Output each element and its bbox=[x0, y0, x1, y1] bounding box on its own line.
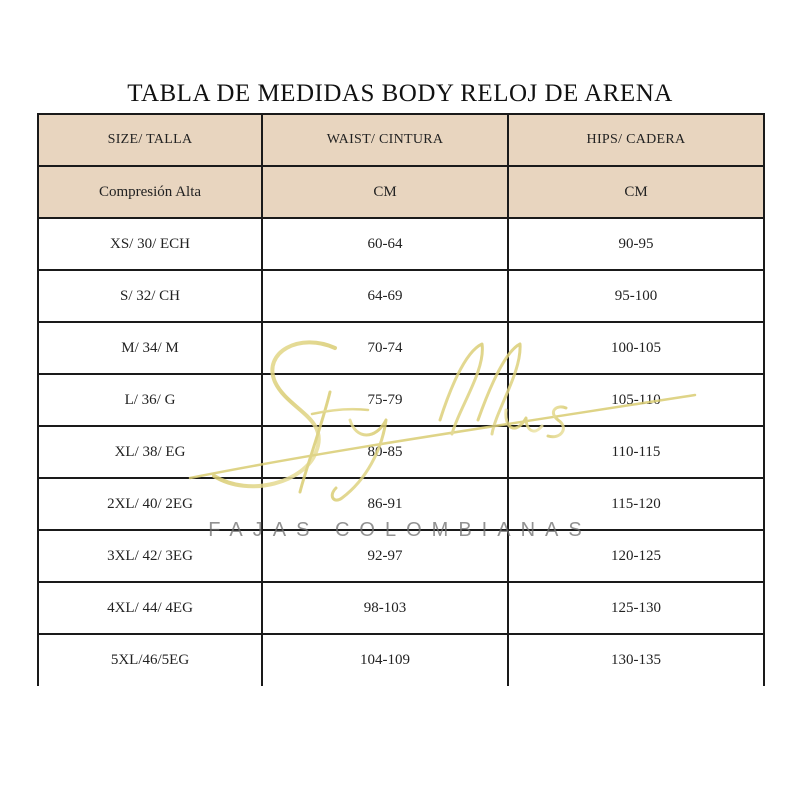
cell-waist: 92-97 bbox=[262, 530, 508, 582]
cell-hips: 110-115 bbox=[508, 426, 764, 478]
table-row bbox=[38, 322, 764, 374]
cell-waist: 75-79 bbox=[262, 374, 508, 426]
table-row bbox=[38, 634, 764, 686]
cell-size: 2XL/ 40/ 2EG bbox=[38, 478, 262, 530]
table-row bbox=[38, 374, 764, 426]
cell-waist: 70-74 bbox=[262, 322, 508, 374]
table-row bbox=[38, 426, 764, 478]
cell-hips: 120-125 bbox=[508, 530, 764, 582]
cell-waist: 98-103 bbox=[262, 582, 508, 634]
cell-size: M/ 34/ M bbox=[38, 322, 262, 374]
cell-waist: 80-85 bbox=[262, 426, 508, 478]
cell-hips: 95-100 bbox=[508, 270, 764, 322]
size-chart-table bbox=[37, 113, 765, 686]
header-hips: HIPS/ CADERA bbox=[508, 114, 764, 166]
watermark-tagline: FAJAS COLOMBIANAS bbox=[208, 519, 592, 541]
cell-waist: 86-91 bbox=[262, 478, 508, 530]
cell-hips: 125-130 bbox=[508, 582, 764, 634]
table-row bbox=[38, 582, 764, 634]
page-title: TABLA DE MEDIDAS BODY RELOJ DE ARENA bbox=[127, 80, 673, 107]
cell-size: S/ 32/ CH bbox=[38, 270, 262, 322]
cell-size: XL/ 38/ EG bbox=[38, 426, 262, 478]
subheader-hips-unit: CM bbox=[508, 166, 764, 218]
table-row bbox=[38, 478, 764, 530]
cell-hips: 115-120 bbox=[508, 478, 764, 530]
subheader-compression: Compresión Alta bbox=[38, 166, 262, 218]
header-size: SIZE/ TALLA bbox=[38, 114, 262, 166]
cell-hips: 130-135 bbox=[508, 634, 764, 686]
cell-waist: 64-69 bbox=[262, 270, 508, 322]
cell-waist: 60-64 bbox=[262, 218, 508, 270]
cell-size: 3XL/ 42/ 3EG bbox=[38, 530, 262, 582]
cell-size: L/ 36/ G bbox=[38, 374, 262, 426]
cell-hips: 90-95 bbox=[508, 218, 764, 270]
cell-size: 4XL/ 44/ 4EG bbox=[38, 582, 262, 634]
cell-hips: 100-105 bbox=[508, 322, 764, 374]
table-row bbox=[38, 530, 764, 582]
subheader-waist-unit: CM bbox=[262, 166, 508, 218]
table-row bbox=[38, 270, 764, 322]
cell-size: XS/ 30/ ECH bbox=[38, 218, 262, 270]
table-header-row bbox=[38, 114, 764, 166]
header-waist: WAIST/ CINTURA bbox=[262, 114, 508, 166]
cell-size: 5XL/46/5EG bbox=[38, 634, 262, 686]
cell-waist: 104-109 bbox=[262, 634, 508, 686]
table-subheader-row bbox=[38, 166, 764, 218]
cell-hips: 105-110 bbox=[508, 374, 764, 426]
table-row bbox=[38, 218, 764, 270]
